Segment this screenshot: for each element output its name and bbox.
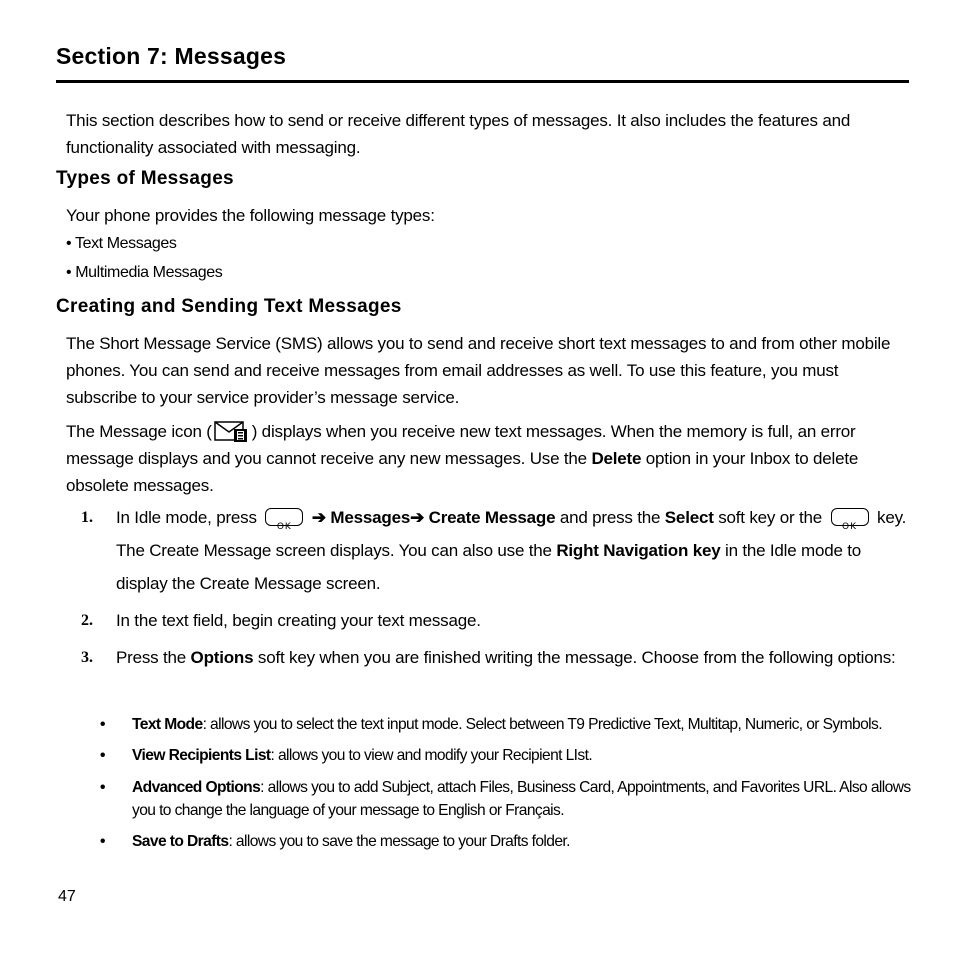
option-view-recipients	[100, 744, 922, 767]
step-number: 1.	[81, 509, 93, 526]
type-item-label: Text Messages	[74, 235, 177, 252]
ok-key-label: OK	[276, 522, 292, 532]
step-1	[116, 501, 911, 600]
option-text-mode	[100, 713, 922, 736]
title-rule	[56, 80, 909, 83]
option-save-drafts	[100, 830, 922, 853]
para-text: The Message icon (	[66, 422, 212, 441]
step-number: 3.	[81, 649, 93, 666]
options-key-label: Options	[190, 648, 254, 667]
type-item-text: • Text Messages	[66, 235, 177, 252]
sms-paragraph: The Short Message Service (SMS) allows you to send and receive short text messages to and from other mobile phones. You can send and receive messages from email addresses as well. To use this feature, you must subscribe to your service provider’s message service.	[66, 334, 891, 407]
step-text: key. The Create Message screen displays. You can also use the	[116, 508, 907, 560]
step-text: In Idle mode, press	[116, 508, 257, 527]
step-text: and press the	[555, 508, 665, 527]
para-text: option in your Inbox to delete obsolete messages.	[66, 449, 859, 495]
option-desc: : allows you to select the text input mode. Select between T9 Predictive Text, Multitap, Numeric, or Symbols.	[202, 716, 882, 733]
intro-paragraph: This section describes how to send or receive different types of messages. It also includes the features and functionality associated with messaging.	[66, 111, 851, 157]
menu-path: Messages➔ Create Message	[330, 508, 556, 527]
right-nav-key-label: Right Navigation key	[556, 541, 721, 560]
option-desc: : allows you to add Subject, attach Files, Business Card, Appointments, and Favorites URL. Also allows you to change the language of your message to English or Français.	[132, 779, 911, 819]
option-name: Advanced Options	[132, 779, 261, 796]
message-envelope-icon	[214, 420, 250, 442]
page-number: 47	[58, 888, 76, 905]
section-title: Section 7: Messages	[56, 43, 287, 69]
delete-option-label: Delete	[591, 449, 642, 468]
option-name: Text Mode	[132, 716, 203, 733]
option-desc: : allows you to save the message to your Drafts folder.	[228, 833, 570, 850]
ok-key-icon	[831, 508, 869, 532]
bullet: •	[100, 747, 105, 764]
creating-heading: Creating and Sending Text Messages	[56, 296, 402, 317]
para-text: ) displays when you receive new text messages. When the memory is full, an error message displays and you cannot receive any new messages. Use the	[66, 422, 856, 468]
step-number: 2.	[81, 612, 93, 629]
step-2: In the text field, begin creating your text message.	[116, 611, 481, 630]
ok-key-label: OK	[842, 522, 858, 532]
type-item-label: Multimedia Messages	[75, 264, 223, 281]
arrow-icon: ➔	[311, 508, 326, 527]
message-icon-paragraph	[66, 418, 906, 499]
select-key-label: Select	[664, 508, 714, 527]
step-3	[116, 641, 911, 674]
step-text: soft key when you are finished writing the message. Choose from the following options:	[253, 648, 896, 667]
type-item-multimedia: • Multimedia Messages	[66, 264, 223, 281]
option-advanced	[100, 776, 922, 822]
types-heading: Types of Messages	[56, 168, 234, 189]
types-lead: Your phone provides the following message types:	[66, 206, 435, 225]
step-text: Press the	[116, 648, 191, 667]
ok-key-icon	[265, 508, 303, 532]
step-text: in the Idle mode to display the Create Message screen.	[116, 541, 862, 593]
step-text: soft key or the	[713, 508, 822, 527]
bullet: •	[100, 833, 105, 850]
option-name: Save to Drafts	[132, 833, 229, 850]
bullet: •	[100, 716, 105, 733]
option-name: View Recipients List	[132, 747, 271, 764]
option-desc: : allows you to view and modify your Recipient LIst.	[270, 747, 593, 764]
bullet: •	[100, 779, 105, 796]
